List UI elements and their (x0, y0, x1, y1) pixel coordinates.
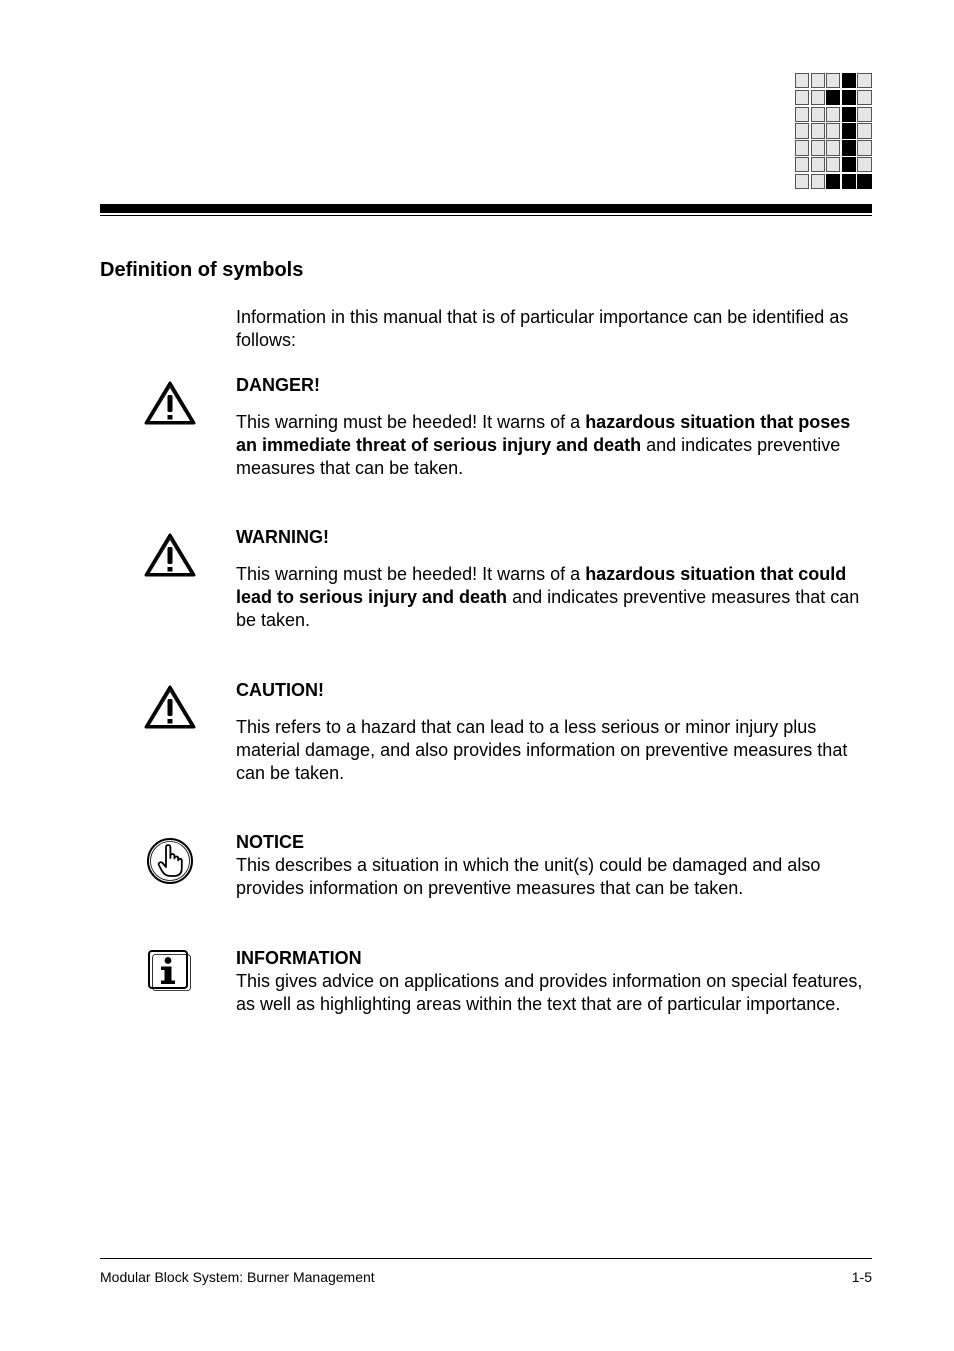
logo-cell (811, 90, 825, 105)
danger-text (236, 411, 876, 480)
logo-cell (826, 174, 840, 189)
logo-cell (842, 140, 856, 155)
logo-cell (795, 174, 809, 189)
intro-text: Information in this manual that is of particular importance can be identified as follows: (236, 307, 849, 350)
warning-triangle-icon (143, 532, 197, 583)
logo-cell (857, 73, 871, 88)
logo-cell (826, 90, 840, 105)
info-icon (147, 949, 193, 998)
logo-cell (795, 123, 809, 138)
logo-cell (857, 140, 871, 155)
logo-cell (826, 140, 840, 155)
danger-text-part: This warning must be heeded! It warns of a (236, 412, 586, 432)
warning-triangle-icon (143, 684, 197, 735)
header-rule-thin (100, 215, 872, 216)
warning-triangle-icon (143, 380, 197, 431)
danger-text-bold: hazardous situation that poses an immediate threat of serious injury and death (236, 412, 851, 455)
logo-cell (811, 157, 825, 172)
warning-text-part: and indicates preventive measures that can be taken. (236, 587, 860, 630)
logo-cell (826, 73, 840, 88)
caution-block (236, 679, 876, 785)
logo-cell (826, 123, 840, 138)
footer-rule (100, 1258, 872, 1259)
information-block (236, 947, 876, 1016)
chapter-logo-grid (795, 73, 872, 189)
notice-heading: NOTICE (236, 832, 305, 852)
logo-cell (842, 174, 856, 189)
notice-text: This describes a situation in which the unit(s) could be damaged and also provides information on preventive measures that can be taken. (236, 855, 821, 898)
footer-page-number: 1-5 (851, 1269, 872, 1285)
logo-cell (842, 107, 856, 122)
logo-cell (857, 107, 871, 122)
caution-heading: CAUTION! (236, 680, 324, 700)
pointing-hand-icon (145, 836, 195, 891)
logo-cell (842, 157, 856, 172)
notice-block (236, 831, 876, 900)
caution-text: This refers to a hazard that can lead to a less serious or minor injury plus material damage, and also provides information on preventive measures that can be taken. (236, 717, 848, 783)
logo-cell (811, 174, 825, 189)
danger-text-part: and indicates preventive measures that can be taken. (236, 435, 841, 478)
logo-cell (857, 174, 871, 189)
warning-heading: WARNING! (236, 527, 329, 547)
logo-cell (857, 90, 871, 105)
danger-block (236, 374, 876, 480)
logo-cell (857, 157, 871, 172)
intro-paragraph (236, 306, 876, 352)
warning-text-part: This warning must be heeded! It warns of a (236, 564, 586, 584)
logo-cell (811, 140, 825, 155)
logo-cell (842, 73, 856, 88)
section-title: Definition of symbols (100, 259, 304, 281)
logo-cell (826, 107, 840, 122)
logo-cell (811, 73, 825, 88)
logo-cell (795, 73, 809, 88)
logo-cell (842, 90, 856, 105)
logo-cell (811, 107, 825, 122)
logo-cell (826, 157, 840, 172)
warning-text (236, 563, 876, 632)
warning-block (236, 526, 876, 632)
warning-text-bold: hazardous situation that could lead to serious injury and death (236, 564, 847, 607)
logo-cell (842, 123, 856, 138)
header-rule-thick (100, 204, 872, 213)
information-text: This gives advice on applications and provides information on special features, as well as highlighting areas within the text that are of particular importance. (236, 971, 863, 1014)
information-heading: INFORMATION (236, 948, 362, 968)
logo-cell (795, 157, 809, 172)
footer-document-title: Modular Block System: Burner Management (100, 1269, 375, 1285)
logo-cell (795, 107, 809, 122)
logo-cell (795, 140, 809, 155)
logo-cell (857, 123, 871, 138)
logo-cell (811, 123, 825, 138)
danger-heading: DANGER! (236, 375, 320, 395)
logo-cell (795, 90, 809, 105)
